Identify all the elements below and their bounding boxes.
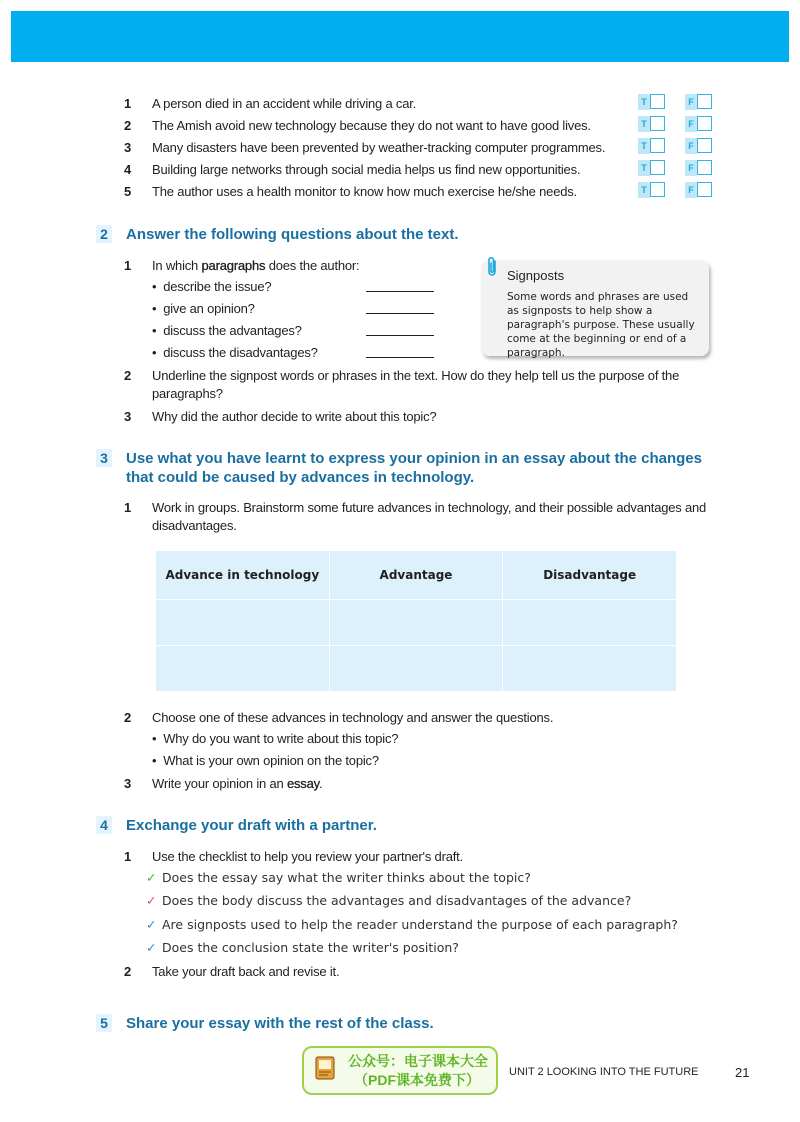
table-cell[interactable] — [503, 600, 677, 646]
checkbox-square[interactable] — [650, 94, 665, 109]
column-header: Disadvantage — [503, 551, 677, 600]
table-row — [156, 646, 677, 692]
check-icon: ✓ — [146, 940, 157, 955]
bullet-item: • What is your own opinion on the topic? — [152, 753, 379, 768]
checklist-text: Does the essay say what the writer thinks about the topic? — [162, 870, 531, 885]
question-number: 1 — [124, 849, 132, 864]
question-text-part: does the author: — [265, 258, 360, 273]
true-checkbox[interactable] — [638, 160, 665, 176]
true-checkbox[interactable] — [638, 116, 665, 132]
checklist-text: Are signposts used to help the reader understand the purpose of each paragraph? — [162, 917, 678, 932]
list-item — [124, 184, 724, 204]
bullet-text: give an opinion? — [163, 301, 255, 316]
keyword: essay — [286, 776, 319, 791]
table-cell[interactable] — [503, 646, 677, 692]
bullet-text: describe the issue? — [163, 279, 272, 294]
checkbox-square[interactable] — [697, 182, 712, 197]
list-item — [124, 162, 724, 182]
statement-text: A person died in an accident while driving a car. — [152, 96, 417, 111]
answer-blank[interactable] — [366, 313, 434, 314]
table-cell[interactable] — [156, 600, 330, 646]
question-text: Work in groups. Brainstorm some future advances in technology, and their possible advantages and disadvantages. — [152, 500, 707, 533]
signposts-body: Some words and phrases are used as signposts to help show a paragraph's purpose. These usually come at the beginning or end of a paragraph. — [507, 291, 695, 359]
list-item — [124, 140, 724, 160]
true-label: T — [638, 116, 650, 132]
section-title: Answer the following questions about the text. — [126, 226, 459, 243]
badge-text: 公众号：电子课本大全 — [348, 1053, 488, 1069]
column-header: Advantage — [329, 551, 503, 600]
badge-text: （PDF课本免费下） — [354, 1072, 480, 1088]
page-number: 21 — [735, 1065, 750, 1080]
bullet-text: Why do you want to write about this topic? — [163, 731, 399, 746]
section-title: Share your essay with the rest of the class. — [126, 1015, 434, 1032]
false-label: F — [685, 182, 697, 198]
checkbox-square[interactable] — [650, 138, 665, 153]
bullet-item: • discuss the disadvantages? — [152, 345, 318, 360]
bullet-item: • discuss the advantages? — [152, 323, 302, 338]
true-checkbox[interactable] — [638, 182, 665, 198]
false-checkbox[interactable] — [685, 138, 712, 154]
checkbox-square[interactable] — [650, 182, 665, 197]
bullet-item: • give an opinion? — [152, 301, 255, 316]
watermark-badge — [302, 1046, 498, 1095]
item-number: 1 — [124, 96, 132, 111]
check-icon: ✓ — [146, 870, 157, 885]
section-number: 4 — [96, 816, 112, 834]
section-number: 2 — [96, 225, 112, 243]
true-checkbox[interactable] — [638, 138, 665, 154]
brainstorm-table — [155, 550, 677, 692]
statement-text: The author uses a health monitor to know how much exercise he/she needs. — [152, 184, 577, 199]
true-label: T — [638, 138, 650, 154]
check-icon: ✓ — [146, 917, 157, 932]
question-text-part: . — [318, 776, 323, 791]
answer-blank[interactable] — [366, 291, 434, 292]
checklist-item — [146, 870, 531, 885]
item-number: 2 — [124, 118, 132, 133]
section-number: 3 — [96, 449, 112, 467]
column-header: Advance in technology — [156, 551, 330, 600]
answer-blank[interactable] — [366, 357, 434, 358]
list-item — [124, 96, 724, 116]
checkbox-square[interactable] — [697, 160, 712, 175]
question-number: 2 — [124, 710, 132, 725]
checklist-item — [146, 940, 459, 955]
answer-blank[interactable] — [366, 335, 434, 336]
item-number: 3 — [124, 140, 132, 155]
false-label: F — [685, 116, 697, 132]
table-cell[interactable] — [329, 600, 503, 646]
question-number: 3 — [124, 776, 132, 791]
false-checkbox[interactable] — [685, 94, 712, 110]
section-title-line: Use what you have learnt to express your opinion in an essay about the changes — [126, 450, 702, 467]
question-number: 2 — [124, 368, 132, 383]
bullet-text: discuss the disadvantages? — [163, 345, 318, 360]
bullet-item: • Why do you want to write about this topic? — [152, 731, 399, 746]
top-banner — [11, 11, 789, 62]
false-checkbox[interactable] — [685, 116, 712, 132]
true-checkbox[interactable] — [638, 94, 665, 110]
checklist-item — [146, 917, 678, 932]
question-text: Use the checklist to help you review your partner's draft. — [152, 849, 463, 864]
true-label: T — [638, 94, 650, 110]
question-number: 1 — [124, 258, 132, 273]
question-text: Take your draft back and revise it. — [152, 964, 340, 979]
bullet-item: • describe the issue? — [152, 279, 272, 294]
checkbox-square[interactable] — [650, 160, 665, 175]
list-item — [124, 118, 724, 138]
section-number: 5 — [96, 1014, 112, 1032]
section-title: Exchange your draft with a partner. — [126, 817, 377, 834]
section-title — [126, 449, 702, 487]
question-text — [152, 257, 359, 275]
false-label: F — [685, 94, 697, 110]
question-text: Why did the author decide to write about this topic? — [152, 409, 437, 424]
table-header-row — [156, 551, 677, 600]
unit-title: UNIT 2 LOOKING INTO THE FUTURE — [509, 1066, 699, 1078]
item-number: 4 — [124, 162, 132, 177]
signposts-note — [481, 260, 709, 359]
table-row — [156, 600, 677, 646]
false-label: F — [685, 138, 697, 154]
bullet-text: discuss the advantages? — [163, 323, 302, 338]
checkbox-square[interactable] — [650, 116, 665, 131]
question-text: Underline the signpost words or phrases in the text. How do they help tell us the purpose of the paragraphs? — [152, 368, 680, 401]
keyword: paragraphs — [201, 258, 266, 273]
bullet-text: What is your own opinion on the topic? — [163, 753, 379, 768]
item-number: 5 — [124, 184, 132, 199]
section-title-line: that could be caused by advances in technology. — [126, 469, 475, 486]
false-checkbox[interactable] — [685, 160, 712, 176]
table-cell[interactable] — [329, 646, 503, 692]
question-text-part: Write your opinion in an — [152, 776, 287, 791]
check-icon: ✓ — [146, 893, 157, 908]
paperclip-icon — [486, 256, 500, 278]
table-cell[interactable] — [156, 646, 330, 692]
checklist-text: Does the body discuss the advantages and disadvantages of the advance? — [162, 893, 632, 908]
false-label: F — [685, 160, 697, 176]
question-text: Choose one of these advances in technology and answer the questions. — [152, 710, 554, 725]
question-number: 3 — [124, 409, 132, 424]
true-label: T — [638, 160, 650, 176]
false-checkbox[interactable] — [685, 182, 712, 198]
statement-text: Building large networks through social media helps us find new opportunities. — [152, 162, 581, 177]
statement-text: The Amish avoid new technology because they do not want to have good lives. — [152, 118, 591, 133]
signposts-title: Signposts — [507, 268, 565, 283]
checkbox-square[interactable] — [697, 94, 712, 109]
true-label: T — [638, 182, 650, 198]
question-text-part: In which — [152, 258, 202, 273]
statement-text: Many disasters have been prevented by weather-tracking computer programmes. — [152, 140, 606, 155]
checkbox-square[interactable] — [697, 116, 712, 131]
checkbox-square[interactable] — [697, 138, 712, 153]
question-text — [152, 775, 322, 793]
checklist-item — [146, 893, 631, 908]
book-icon — [314, 1054, 338, 1084]
checklist-text: Does the conclusion state the writer's position? — [162, 940, 459, 955]
question-number: 2 — [124, 964, 132, 979]
question-number: 1 — [124, 500, 132, 515]
